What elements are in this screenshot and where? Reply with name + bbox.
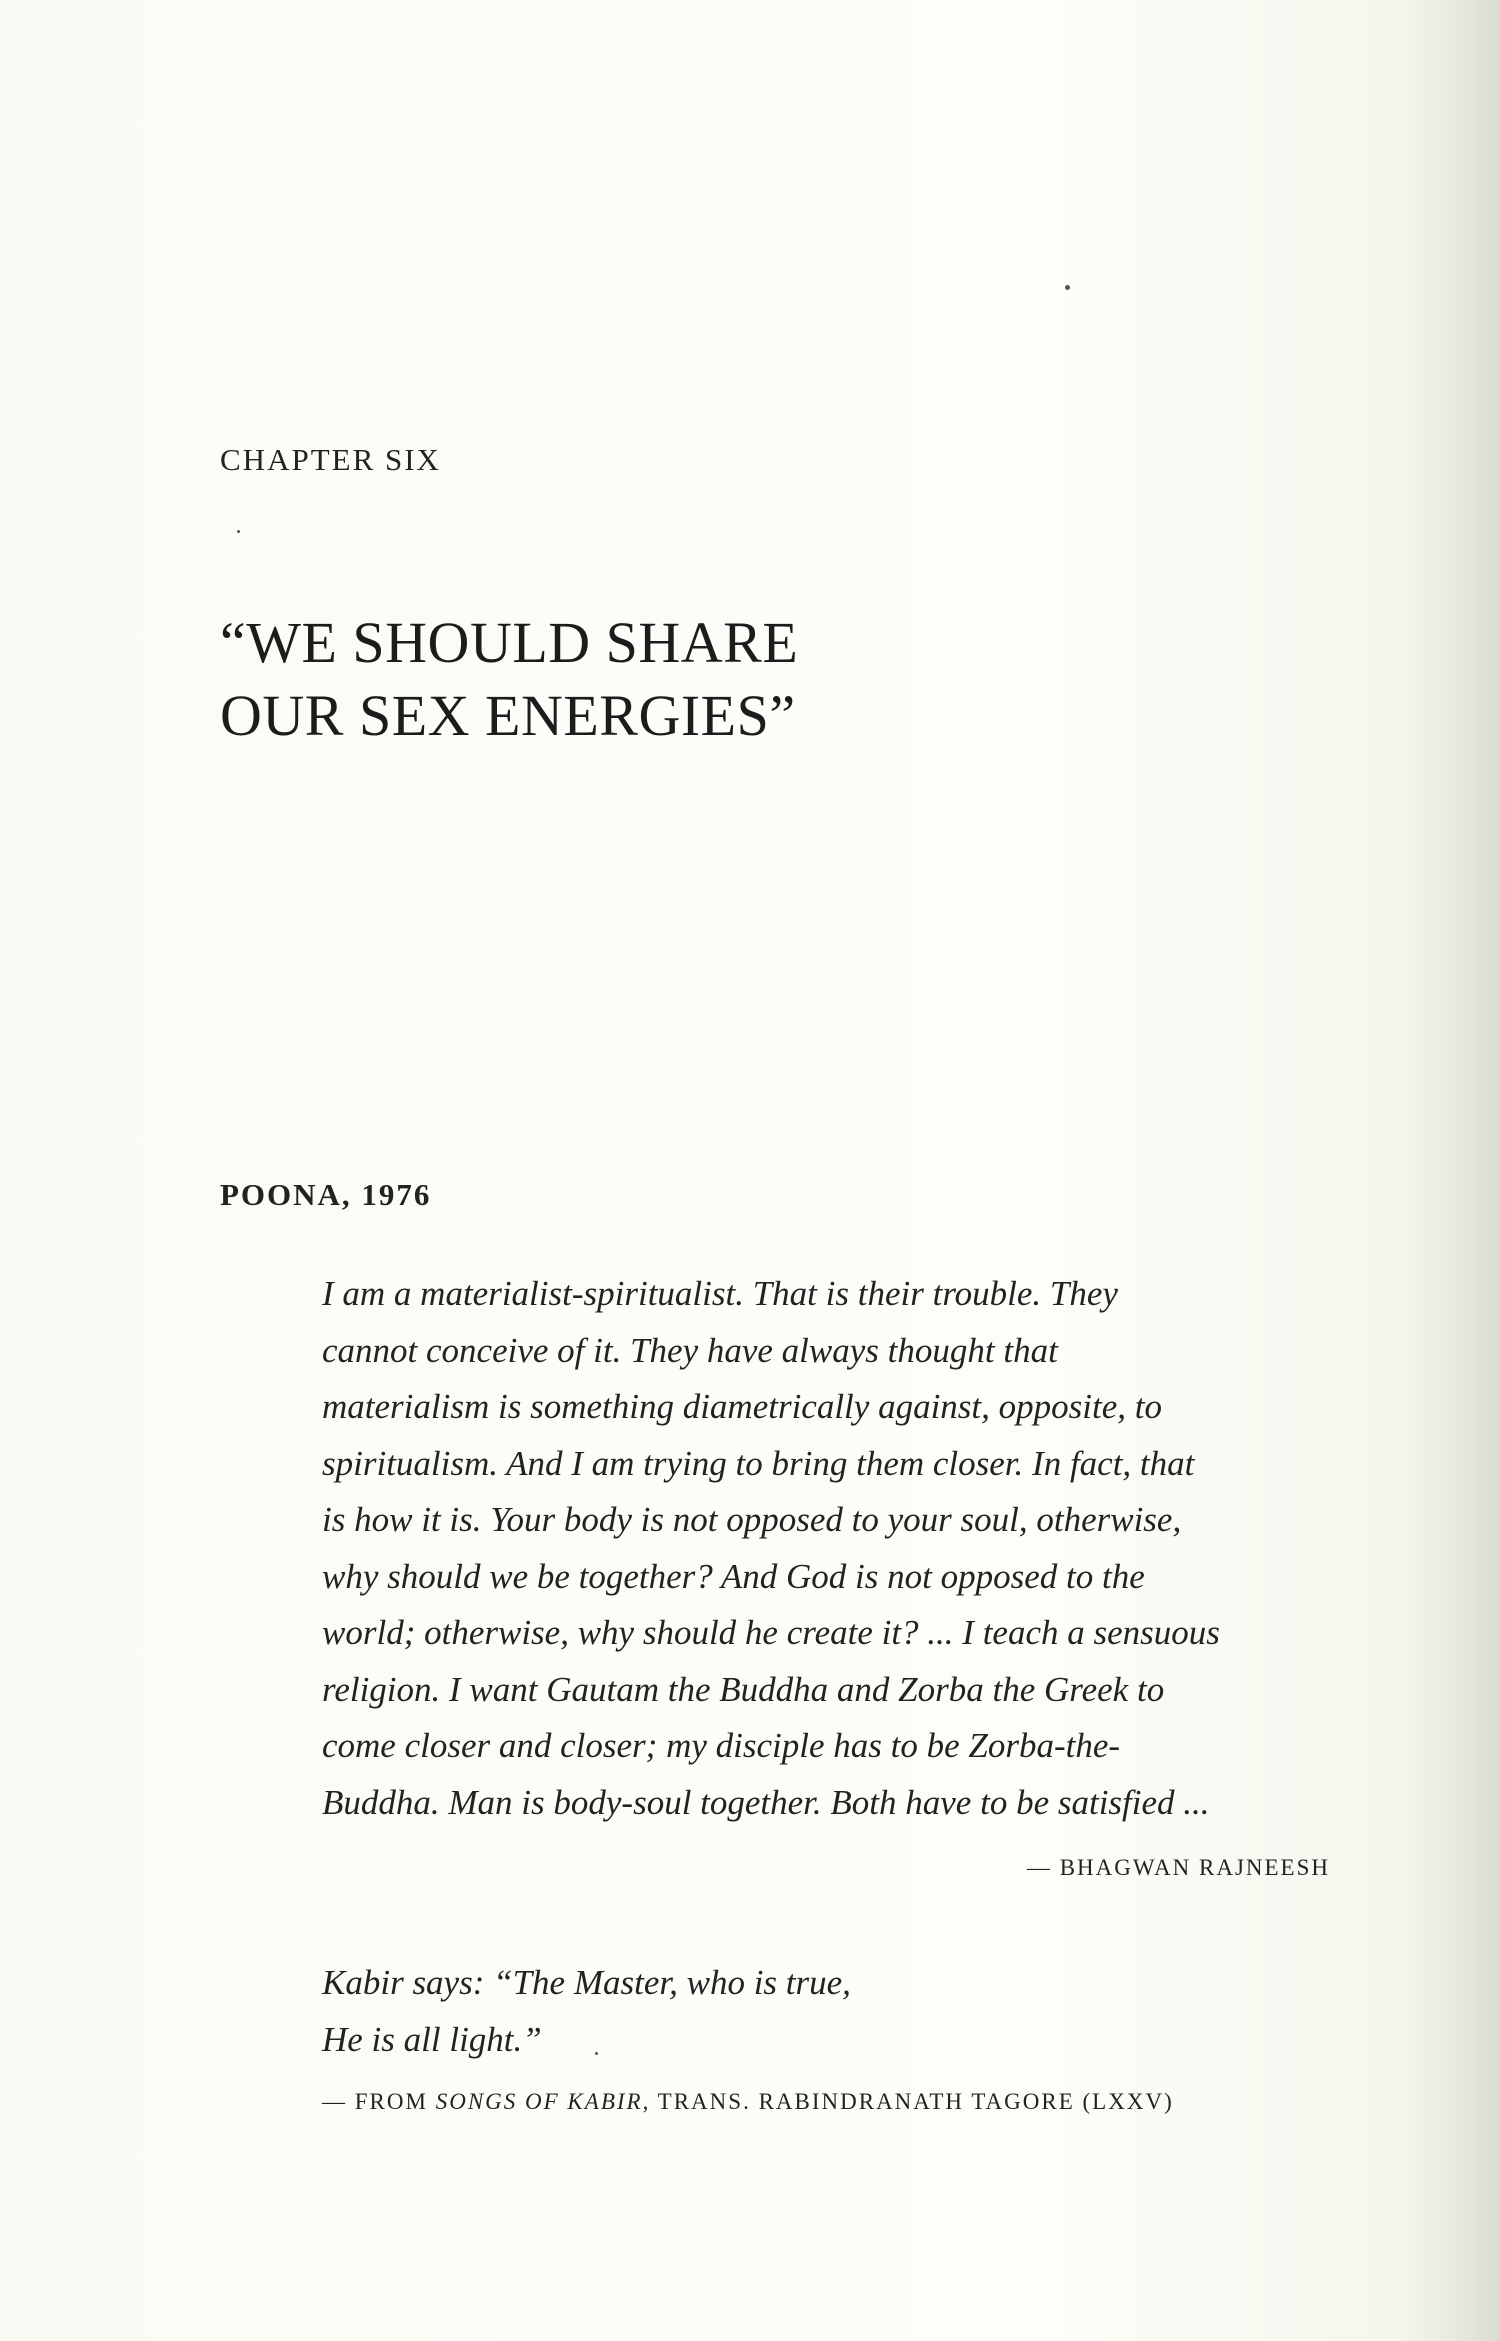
- epigraph-line: why should we be together? And God is not opposed to the: [322, 1556, 1145, 1596]
- verse-attribution: [322, 2089, 1174, 2115]
- epigraph-line: religion. I want Gautam the Buddha and Zorba the Greek to: [322, 1669, 1165, 1709]
- verse-line: Kabir says: “The Master, who is true,: [322, 1963, 851, 2002]
- epigraph-attribution: — BHAGWAN RAJNEESH: [1026, 1855, 1330, 1880]
- epigraph-line: spiritualism. And I am trying to bring them closer. In fact, that: [322, 1443, 1195, 1483]
- place-date-heading: POONA, 1976: [220, 1177, 432, 1212]
- epigraph-line: is how it is. Your body is not opposed to your soul, otherwise,: [322, 1500, 1182, 1539]
- verse-attribution-suffix: , TRANS. RABINDRANATH TAGORE (LXXV): [642, 2089, 1174, 2114]
- scan-speck: [237, 530, 240, 533]
- epigraph-line: come closer and closer; my disciple has to be Zorba-the-: [322, 1726, 1121, 1765]
- verse-line: He is all light.”: [322, 2019, 542, 2059]
- verse-attribution-prefix: — FROM: [322, 2089, 436, 2114]
- epigraph-line: I am a materialist-spiritualist. That is their trouble. They: [322, 1274, 1118, 1313]
- epigraph-line: Buddha. Man is body-soul together. Both have to be satisfied ...: [322, 1782, 1210, 1822]
- scan-speck: [595, 2052, 598, 2055]
- epigraph-line: materialism is something diametrically against, opposite, to: [322, 1387, 1162, 1426]
- scan-speck: [1065, 285, 1070, 290]
- verse-attribution-work: SONGS OF KABIR: [435, 2089, 643, 2114]
- chapter-title: [220, 606, 798, 752]
- chapter-title-line: “WE SHOULD SHARE: [220, 610, 799, 675]
- epigraph-line: cannot conceive of it. They have always thought that: [322, 1330, 1058, 1370]
- verse-quote: [322, 1955, 851, 2068]
- epigraph-quote: [322, 1266, 1342, 1831]
- epigraph-line: world; otherwise, why should he create it? ... I teach a sensuous: [322, 1613, 1220, 1652]
- chapter-title-line: OUR SEX ENERGIES”: [220, 683, 796, 748]
- chapter-label: CHAPTER SIX: [220, 442, 441, 477]
